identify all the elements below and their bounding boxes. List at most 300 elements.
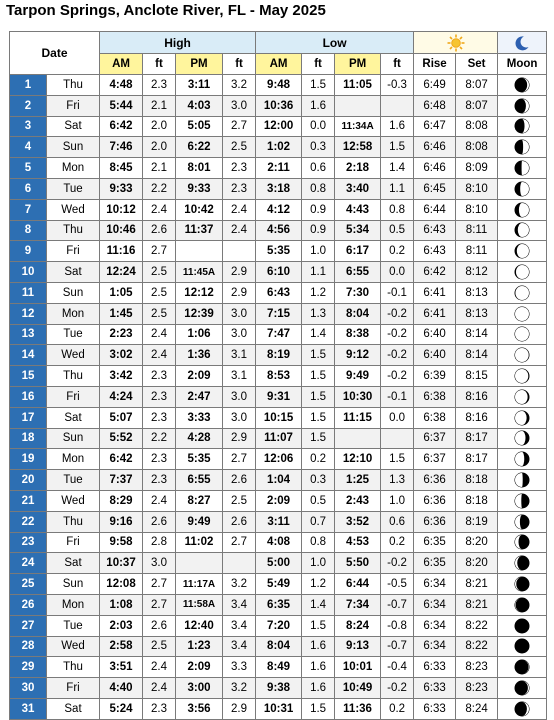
day-number: 18 <box>10 428 47 449</box>
high-pm-time: 3:11 <box>176 75 223 96</box>
table-row <box>10 158 547 179</box>
sunset-time: 8:16 <box>456 407 498 428</box>
low-am-height: 1.5 <box>302 366 335 387</box>
day-number: 17 <box>10 407 47 428</box>
table-row <box>10 262 547 283</box>
sunrise-time: 6:42 <box>414 262 456 283</box>
moon-phase-icon <box>498 116 547 137</box>
table-row <box>10 490 547 511</box>
high-am-height: 3.0 <box>143 553 176 574</box>
moon-phase-icon <box>498 282 547 303</box>
sunrise-time: 6:36 <box>414 511 456 532</box>
sunrise-time: 6:45 <box>414 178 456 199</box>
weekday: Sun <box>47 428 100 449</box>
low-pm-time: 11:36 <box>335 698 381 719</box>
weekday: Sat <box>47 116 100 137</box>
day-number: 16 <box>10 386 47 407</box>
day-number: 2 <box>10 95 47 116</box>
high-am-height: 2.3 <box>143 470 176 491</box>
day-number: 12 <box>10 303 47 324</box>
low-pm-height: 0.5 <box>381 220 414 241</box>
low-am-time: 7:20 <box>256 615 302 636</box>
high-pm-height: 2.5 <box>223 137 256 158</box>
low-pm-time: 2:43 <box>335 490 381 511</box>
low-pm-height: 0.2 <box>381 698 414 719</box>
moon-phase-icon <box>498 345 547 366</box>
sunset-time: 8:20 <box>456 532 498 553</box>
moon-phase-icon <box>498 449 547 470</box>
high-am-time: 1:08 <box>100 594 143 615</box>
high-pm-height: 3.0 <box>223 324 256 345</box>
sunrise-time: 6:33 <box>414 678 456 699</box>
sunset-time: 8:11 <box>456 220 498 241</box>
high-pm-height: 3.3 <box>223 657 256 678</box>
high-pm-time: 11:37 <box>176 220 223 241</box>
sunset-time: 8:08 <box>456 116 498 137</box>
high-header: High <box>100 32 256 54</box>
low-am-height: 1.5 <box>302 428 335 449</box>
low-pm-time: 7:34 <box>335 594 381 615</box>
low-pm-time: 3:52 <box>335 511 381 532</box>
sunrise-time: 6:33 <box>414 698 456 719</box>
high-am-height: 2.4 <box>143 657 176 678</box>
sunset-time: 8:14 <box>456 324 498 345</box>
low-pm-height: -0.7 <box>381 594 414 615</box>
high-pm-time: 3:33 <box>176 407 223 428</box>
low-am-time: 9:38 <box>256 678 302 699</box>
low-am-height: 1.0 <box>302 553 335 574</box>
high-pm-time: 10:42 <box>176 199 223 220</box>
high-am-height: 2.5 <box>143 303 176 324</box>
high-pm-height <box>223 241 256 262</box>
high-pm-height: 2.4 <box>223 199 256 220</box>
low-pm-time: 2:18 <box>335 158 381 179</box>
weekday: Sat <box>47 262 100 283</box>
high-pm-time: 9:33 <box>176 178 223 199</box>
sunrise-time: 6:40 <box>414 345 456 366</box>
low-pm-time: 12:10 <box>335 449 381 470</box>
sunset-time: 8:21 <box>456 574 498 595</box>
sunrise-time: 6:43 <box>414 241 456 262</box>
high-pm-height: 2.3 <box>223 178 256 199</box>
low-am-time: 8:49 <box>256 657 302 678</box>
low-pm-height: 1.4 <box>381 158 414 179</box>
low-am-time: 9:48 <box>256 75 302 96</box>
low-am-time: 2:09 <box>256 490 302 511</box>
high-am-height: 2.7 <box>143 241 176 262</box>
low-am-height: 1.5 <box>302 345 335 366</box>
high-am-height: 2.6 <box>143 511 176 532</box>
low-pm-height: 0.0 <box>381 262 414 283</box>
high-pm-time: 2:09 <box>176 657 223 678</box>
high-pm-time <box>176 553 223 574</box>
sunset-time: 8:13 <box>456 303 498 324</box>
low-am-height: 1.5 <box>302 75 335 96</box>
sunset-time: 8:15 <box>456 366 498 387</box>
high-am-time: 4:48 <box>100 75 143 96</box>
low-am-height: 0.2 <box>302 449 335 470</box>
table-row <box>10 407 547 428</box>
moon-phase-icon <box>498 303 547 324</box>
high-pm-height: 3.4 <box>223 615 256 636</box>
low-am-time: 6:10 <box>256 262 302 283</box>
high-am-time: 2:58 <box>100 636 143 657</box>
high-pm-time <box>176 241 223 262</box>
high-am-height: 2.5 <box>143 262 176 283</box>
low-pm-height: -0.2 <box>381 678 414 699</box>
high-pm-height <box>223 553 256 574</box>
low-am-time: 10:36 <box>256 95 302 116</box>
high-pm-time: 12:40 <box>176 615 223 636</box>
moon-phase-icon <box>498 428 547 449</box>
high-am-time: 1:45 <box>100 303 143 324</box>
sunrise-time: 6:49 <box>414 75 456 96</box>
table-row <box>10 449 547 470</box>
high-pm-height: 3.0 <box>223 95 256 116</box>
high-pm-height: 2.9 <box>223 428 256 449</box>
low-pm-height: -0.1 <box>381 282 414 303</box>
high-pm-time: 11:45A <box>176 262 223 283</box>
low-am-height: 0.7 <box>302 511 335 532</box>
low-pm-time: 8:38 <box>335 324 381 345</box>
high-am-time: 7:46 <box>100 137 143 158</box>
weekday: Tue <box>47 615 100 636</box>
sunrise-time: 6:35 <box>414 553 456 574</box>
high-am-height: 2.0 <box>143 116 176 137</box>
low-am-height: 1.4 <box>302 324 335 345</box>
table-row <box>10 636 547 657</box>
date-header: Date <box>10 32 100 75</box>
sunset-time: 8:23 <box>456 678 498 699</box>
high-am-height: 2.6 <box>143 615 176 636</box>
day-number: 6 <box>10 178 47 199</box>
low-am-height: 0.9 <box>302 220 335 241</box>
high-pm-height: 3.0 <box>223 303 256 324</box>
low-am-height: 1.5 <box>302 386 335 407</box>
low-am-time: 12:00 <box>256 116 302 137</box>
day-number: 20 <box>10 470 47 491</box>
high-am-height: 2.5 <box>143 282 176 303</box>
moon-phase-icon <box>498 511 547 532</box>
table-row <box>10 470 547 491</box>
low-am-height: 0.9 <box>302 199 335 220</box>
sunrise-time: 6:46 <box>414 137 456 158</box>
high-am-height: 2.3 <box>143 407 176 428</box>
high-pm-height: 2.5 <box>223 490 256 511</box>
day-number: 28 <box>10 636 47 657</box>
high-pm-header: PM <box>176 54 223 75</box>
day-number: 7 <box>10 199 47 220</box>
high-am-time: 9:33 <box>100 178 143 199</box>
low-am-time: 9:31 <box>256 386 302 407</box>
high-pm-time: 4:28 <box>176 428 223 449</box>
sunset-time: 8:14 <box>456 345 498 366</box>
weekday: Sun <box>47 282 100 303</box>
low-pm-time: 11:05 <box>335 75 381 96</box>
low-am-height: 1.3 <box>302 303 335 324</box>
weekday: Mon <box>47 303 100 324</box>
high-am-time: 5:24 <box>100 698 143 719</box>
low-am-time: 10:31 <box>256 698 302 719</box>
table-row <box>10 178 547 199</box>
high-am-time: 5:07 <box>100 407 143 428</box>
low-pm-time: 6:55 <box>335 262 381 283</box>
low-am-header: AM <box>256 54 302 75</box>
low-am-height: 1.6 <box>302 636 335 657</box>
low-pm-time: 6:44 <box>335 574 381 595</box>
table-row <box>10 428 547 449</box>
high-pm-height: 2.6 <box>223 470 256 491</box>
high-pm-time: 6:22 <box>176 137 223 158</box>
moon-phase-icon <box>498 574 547 595</box>
low-pm-time: 8:24 <box>335 615 381 636</box>
high-pm-ft-header: ft <box>223 54 256 75</box>
high-pm-height: 3.2 <box>223 75 256 96</box>
moon-phase-icon <box>498 594 547 615</box>
low-pm-time: 9:13 <box>335 636 381 657</box>
sunset-time: 8:22 <box>456 636 498 657</box>
low-pm-time <box>335 95 381 116</box>
high-pm-time: 1:06 <box>176 324 223 345</box>
high-pm-time: 3:56 <box>176 698 223 719</box>
low-pm-time: 6:17 <box>335 241 381 262</box>
low-pm-height: -0.8 <box>381 615 414 636</box>
table-row <box>10 366 547 387</box>
low-pm-header: PM <box>335 54 381 75</box>
sunset-time: 8:16 <box>456 386 498 407</box>
high-am-height: 2.7 <box>143 594 176 615</box>
sunrise-time: 6:34 <box>414 615 456 636</box>
moon-phase-icon <box>498 178 547 199</box>
high-am-height: 2.4 <box>143 324 176 345</box>
high-am-time: 10:46 <box>100 220 143 241</box>
low-am-time: 5:49 <box>256 574 302 595</box>
low-pm-height: -0.4 <box>381 657 414 678</box>
moon-phase-icon <box>498 636 547 657</box>
day-number: 31 <box>10 698 47 719</box>
low-pm-height: 0.0 <box>381 407 414 428</box>
high-am-time: 2:03 <box>100 615 143 636</box>
high-am-height: 2.3 <box>143 386 176 407</box>
high-am-height: 2.4 <box>143 678 176 699</box>
weekday: Fri <box>47 386 100 407</box>
low-am-time: 3:18 <box>256 178 302 199</box>
low-pm-time <box>335 428 381 449</box>
low-am-time: 5:35 <box>256 241 302 262</box>
high-pm-time: 12:39 <box>176 303 223 324</box>
weekday: Thu <box>47 366 100 387</box>
low-pm-height: -0.1 <box>381 386 414 407</box>
page-title: Tarpon Springs, Anclote River, FL - May 2025 <box>6 2 326 19</box>
high-pm-height: 2.4 <box>223 220 256 241</box>
low-pm-time: 1:25 <box>335 470 381 491</box>
moon-phase-icon <box>498 137 547 158</box>
high-pm-time: 11:02 <box>176 532 223 553</box>
table-row <box>10 345 547 366</box>
high-pm-height: 2.3 <box>223 158 256 179</box>
low-am-height: 0.6 <box>302 158 335 179</box>
table-row <box>10 615 547 636</box>
low-am-time: 11:07 <box>256 428 302 449</box>
sunset-time: 8:22 <box>456 615 498 636</box>
high-am-time: 10:37 <box>100 553 143 574</box>
high-pm-height: 3.2 <box>223 678 256 699</box>
day-number: 1 <box>10 75 47 96</box>
day-number: 24 <box>10 553 47 574</box>
sunrise-time: 6:39 <box>414 366 456 387</box>
high-am-height: 2.3 <box>143 75 176 96</box>
sunrise-time: 6:35 <box>414 532 456 553</box>
high-am-time: 3:51 <box>100 657 143 678</box>
high-am-height: 2.0 <box>143 137 176 158</box>
sunrise-time: 6:34 <box>414 574 456 595</box>
sunset-header: Set <box>456 54 498 75</box>
sunset-time: 8:12 <box>456 262 498 283</box>
sunset-time: 8:10 <box>456 178 498 199</box>
high-am-time: 3:02 <box>100 345 143 366</box>
low-pm-time: 11:15 <box>335 407 381 428</box>
low-pm-height: 1.0 <box>381 490 414 511</box>
high-am-height: 2.1 <box>143 95 176 116</box>
day-number: 26 <box>10 594 47 615</box>
sunset-time: 8:17 <box>456 428 498 449</box>
weekday: Sat <box>47 553 100 574</box>
low-am-time: 1:02 <box>256 137 302 158</box>
high-pm-height: 3.4 <box>223 594 256 615</box>
moon-phase-icon <box>498 262 547 283</box>
sunrise-time: 6:34 <box>414 594 456 615</box>
high-pm-time: 11:58A <box>176 594 223 615</box>
low-pm-height: -0.3 <box>381 75 414 96</box>
high-pm-time: 8:27 <box>176 490 223 511</box>
table-row <box>10 698 547 719</box>
high-am-height: 2.3 <box>143 698 176 719</box>
moon-phase-icon <box>498 75 547 96</box>
weekday: Mon <box>47 158 100 179</box>
high-pm-time: 1:36 <box>176 345 223 366</box>
high-pm-time: 1:23 <box>176 636 223 657</box>
table-row <box>10 594 547 615</box>
table-row <box>10 95 547 116</box>
low-pm-height: 1.5 <box>381 137 414 158</box>
sunset-time: 8:21 <box>456 594 498 615</box>
moon-phase-icon <box>498 95 547 116</box>
moon-phase-icon <box>498 220 547 241</box>
low-am-height: 1.5 <box>302 615 335 636</box>
day-number: 13 <box>10 324 47 345</box>
low-pm-height: 0.8 <box>381 199 414 220</box>
low-am-time: 4:12 <box>256 199 302 220</box>
high-pm-time: 11:17A <box>176 574 223 595</box>
table-row <box>10 199 547 220</box>
high-pm-time: 3:00 <box>176 678 223 699</box>
high-am-time: 3:42 <box>100 366 143 387</box>
moon-phase-icon <box>498 615 547 636</box>
low-pm-height: -0.2 <box>381 345 414 366</box>
high-pm-height: 2.9 <box>223 282 256 303</box>
weekday: Fri <box>47 95 100 116</box>
low-am-height: 1.1 <box>302 262 335 283</box>
moon-phase-icon <box>498 532 547 553</box>
low-am-height: 0.3 <box>302 137 335 158</box>
day-number: 5 <box>10 158 47 179</box>
low-pm-height: -0.2 <box>381 303 414 324</box>
moon-phase-icon <box>498 199 547 220</box>
high-am-time: 1:05 <box>100 282 143 303</box>
low-am-height: 1.2 <box>302 282 335 303</box>
sunrise-time: 6:38 <box>414 407 456 428</box>
high-am-time: 4:24 <box>100 386 143 407</box>
high-pm-time: 9:49 <box>176 511 223 532</box>
high-pm-height: 3.4 <box>223 636 256 657</box>
high-pm-time: 8:01 <box>176 158 223 179</box>
day-number: 19 <box>10 449 47 470</box>
moon-phase-icon <box>498 241 547 262</box>
low-am-height: 0.5 <box>302 490 335 511</box>
sunset-time: 8:11 <box>456 241 498 262</box>
low-pm-height: 0.6 <box>381 511 414 532</box>
sunset-time: 8:09 <box>456 158 498 179</box>
sunset-time: 8:17 <box>456 449 498 470</box>
day-number: 23 <box>10 532 47 553</box>
sunset-time: 8:08 <box>456 137 498 158</box>
table-row <box>10 241 547 262</box>
sunrise-time: 6:46 <box>414 158 456 179</box>
low-am-ft-header: ft <box>302 54 335 75</box>
sunrise-time: 6:33 <box>414 657 456 678</box>
low-pm-height: -0.7 <box>381 636 414 657</box>
low-am-height: 1.6 <box>302 95 335 116</box>
high-pm-height: 2.9 <box>223 698 256 719</box>
sunrise-time: 6:37 <box>414 449 456 470</box>
table-row <box>10 220 547 241</box>
sunset-time: 8:07 <box>456 95 498 116</box>
high-am-height: 2.1 <box>143 158 176 179</box>
sunset-time: 8:13 <box>456 282 498 303</box>
low-am-time: 8:53 <box>256 366 302 387</box>
high-pm-time: 5:05 <box>176 116 223 137</box>
table-row <box>10 678 547 699</box>
day-number: 29 <box>10 657 47 678</box>
low-am-height: 1.6 <box>302 678 335 699</box>
low-pm-time: 12:58 <box>335 137 381 158</box>
high-am-height: 2.2 <box>143 178 176 199</box>
low-pm-time: 4:53 <box>335 532 381 553</box>
high-pm-height: 3.2 <box>223 574 256 595</box>
low-pm-time: 9:12 <box>335 345 381 366</box>
table-row <box>10 532 547 553</box>
moon-header: Moon <box>498 54 547 75</box>
moon-icon <box>498 32 547 54</box>
high-am-time: 7:37 <box>100 470 143 491</box>
moon-phase-icon <box>498 366 547 387</box>
low-pm-height <box>381 428 414 449</box>
low-am-time: 8:19 <box>256 345 302 366</box>
low-pm-height: 0.2 <box>381 532 414 553</box>
low-am-height: 0.3 <box>302 470 335 491</box>
high-pm-time: 12:12 <box>176 282 223 303</box>
sunrise-header: Rise <box>414 54 456 75</box>
high-am-time: 9:58 <box>100 532 143 553</box>
low-pm-time: 8:04 <box>335 303 381 324</box>
sunrise-time: 6:41 <box>414 282 456 303</box>
high-pm-height: 3.1 <box>223 366 256 387</box>
day-number: 30 <box>10 678 47 699</box>
weekday: Wed <box>47 345 100 366</box>
low-pm-ft-header: ft <box>381 54 414 75</box>
high-am-time: 6:42 <box>100 116 143 137</box>
low-pm-time: 10:01 <box>335 657 381 678</box>
